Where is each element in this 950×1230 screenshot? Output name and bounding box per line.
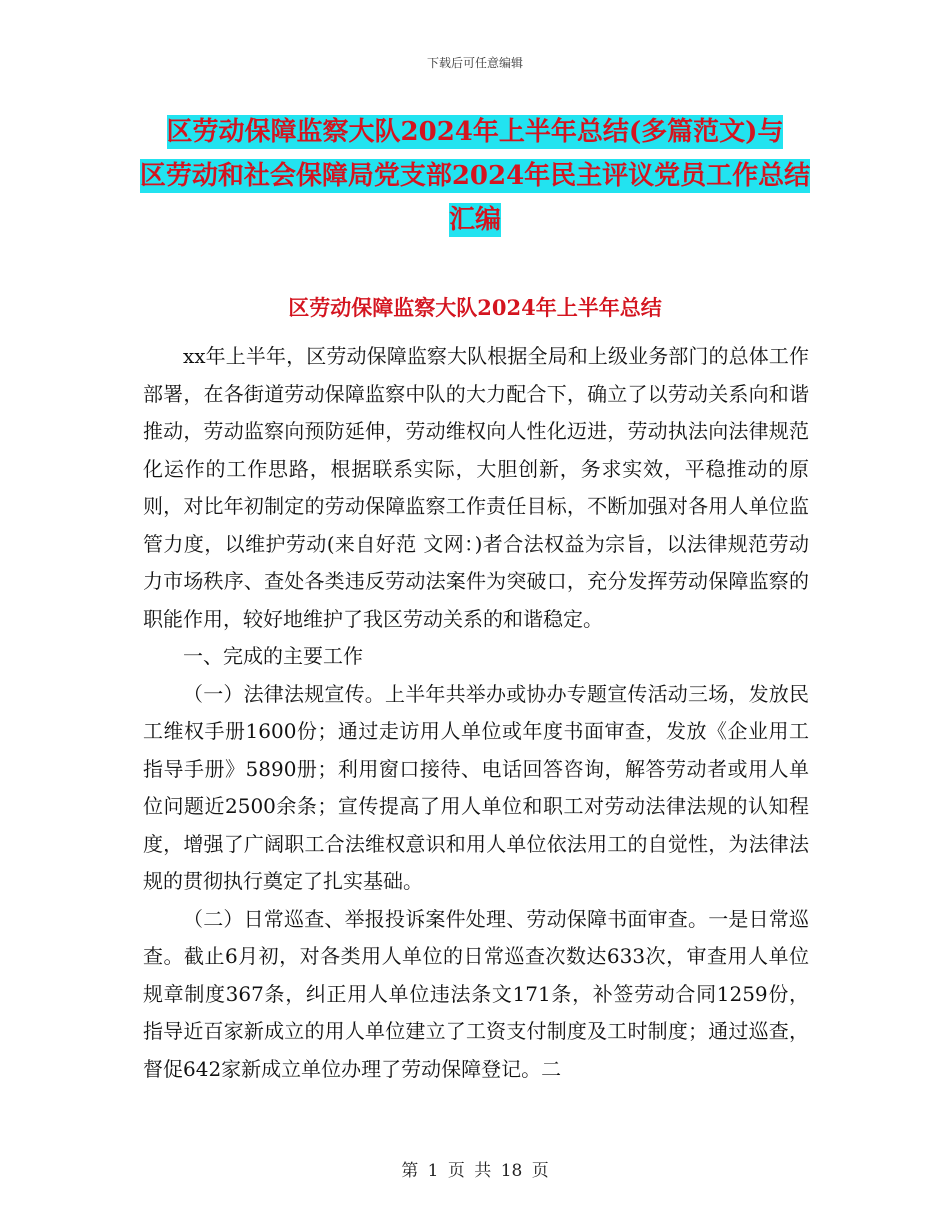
document-title (130, 110, 820, 242)
title-line-3: 汇编 (448, 205, 501, 235)
document-body (143, 338, 809, 1088)
page-header: 下载后可任意编辑 (426, 56, 523, 70)
section-title: 区劳动保障监察大队2024年上半年总结 (288, 295, 662, 320)
heading-main-work: 一、完成的主要工作 (183, 644, 363, 668)
title-line-2: 区劳动和社会保障局党支部2024年民主评议党员工作总结 (139, 161, 811, 191)
title-line-1: 区劳动保障监察大队2024年上半年总结(多篇范文)与 (166, 117, 784, 147)
paragraph-law-promotion: （一）法律法规宣传。上半年共举办或协办专题宣传活动三场，发放民工维权手册1600份；通过走访用人单位或年度书面审查，发放《企业用工指导手册》5890册；利用窗口接待、电话回答咨询，解答劳动者或用人单位问题近2500余条；宣传提高了用人单位和职工对劳动法律法规的认知程度，增强了广阔职工合法维权意识和用人单位依法用工的自觉性，为法律法规的贯彻执行奠定了扎实基础。 (143, 681, 809, 893)
paragraph-intro: xx年上半年，区劳动保障监察大队根据全局和上级业务部门的总体工作部署，在各街道劳动保障监察中队的大力配合下，确立了以劳动关系向和谐推动，劳动监察向预防延伸，劳动维权向人性化迈进，劳动执法向法律规范化运作的工作思路，根据联系实际，大胆创新，务求实效，平稳推动的原则，对比年初制定的劳动保障监察工作责任目标，不断加强对各用人单位监管力度，以维护劳动(来自好范 文网：)者合法权益为宗旨，以法律规范劳动力市场秩序、查处各类违反劳动法案件为突破口，充分发挥劳动保障监察的职能作用，较好地维护了我区劳动关系的和谐稳定。 (143, 344, 809, 631)
page-footer: 第 1 页 共 18 页 (401, 1161, 549, 1181)
paragraph-daily-inspection: （二）日常巡查、举报投诉案件处理、劳动保障书面审查。一是日常巡查。截止6月初，对各类用人单位的日常巡查次数达633次，审查用人单位规章制度367条，纠正用人单位违法条文171条，补签劳动合同1259份，指导近百家新成立的用人单位建立了工资支付制度及工时制度；通过巡查，督促642家新成立单位办理了劳动保障登记。二 (143, 906, 809, 1081)
